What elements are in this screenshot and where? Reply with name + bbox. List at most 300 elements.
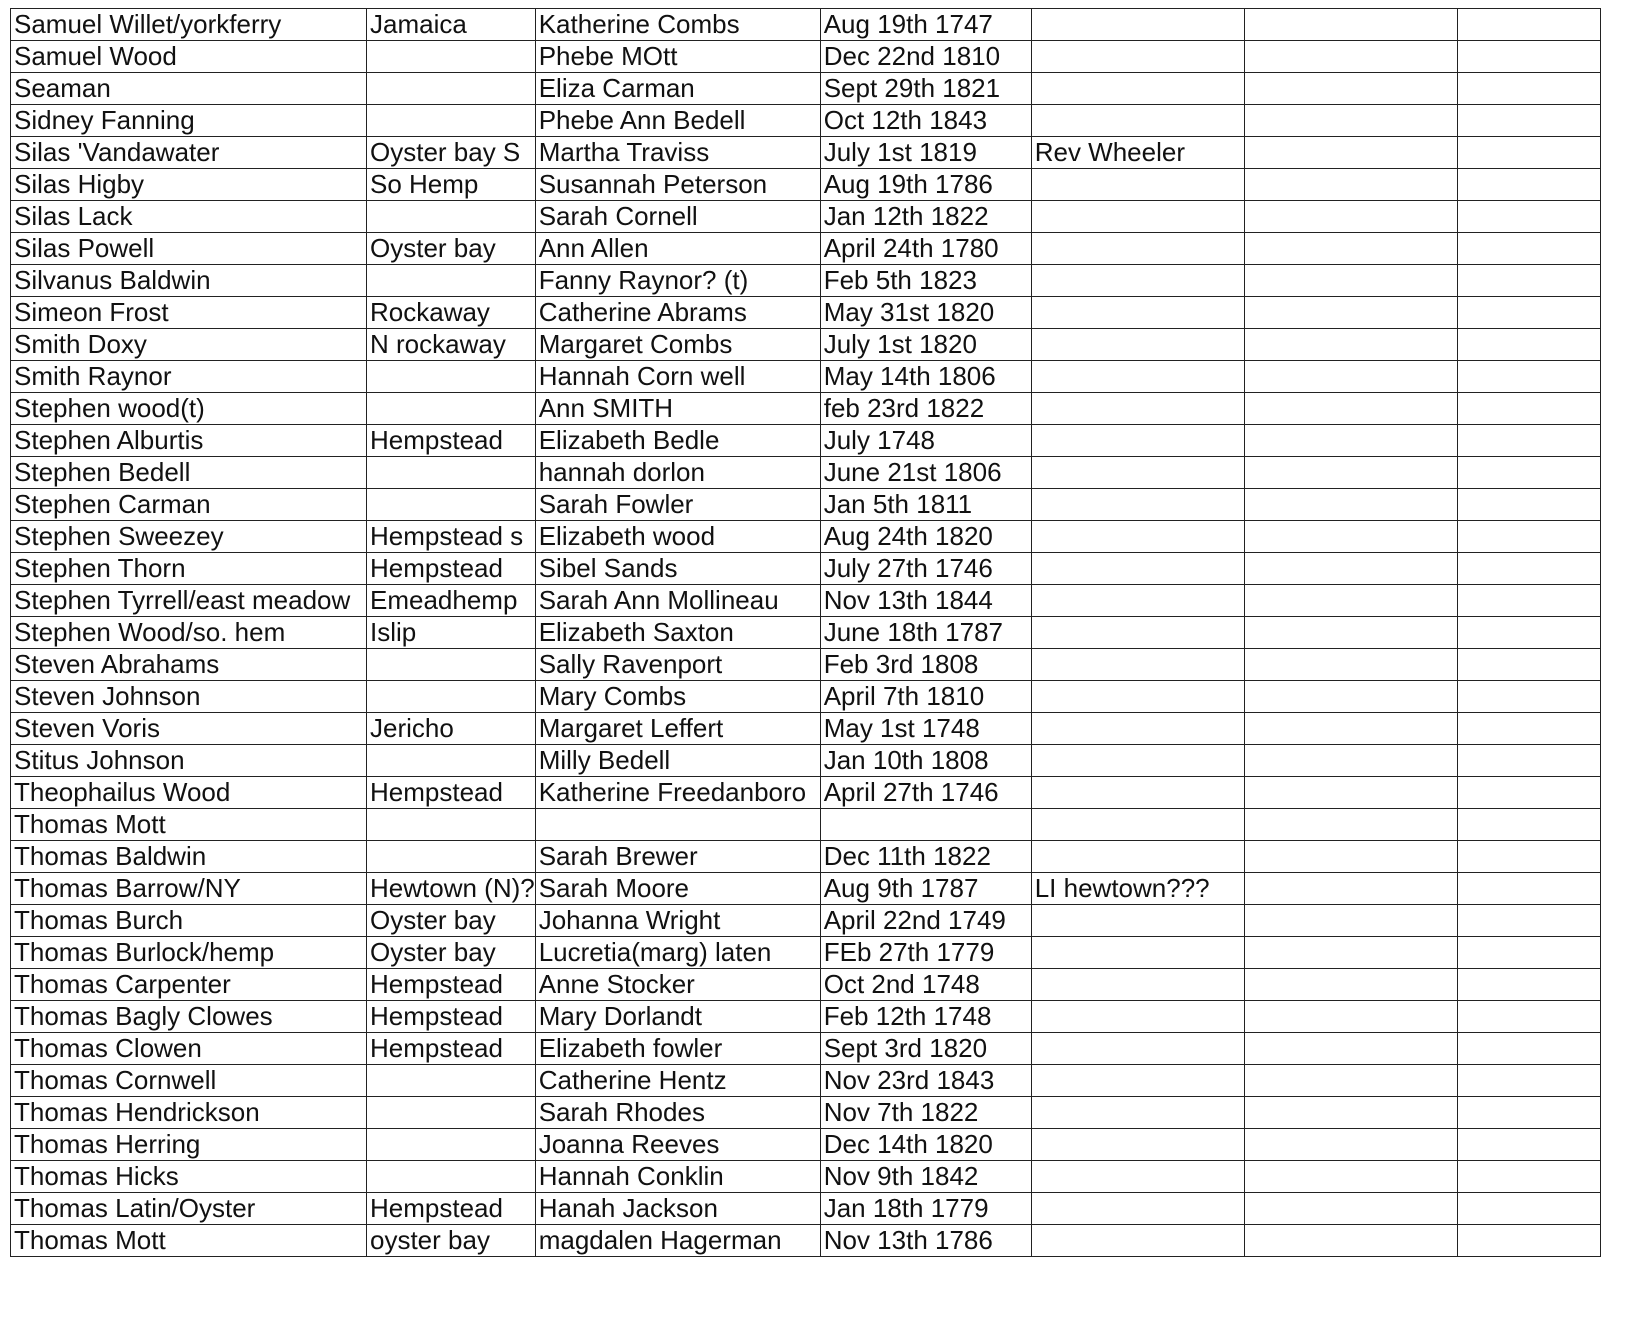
residence-cell: Jericho	[367, 713, 536, 745]
residence-cell: Hempstead	[367, 777, 536, 809]
extra-cell-1	[1244, 297, 1457, 329]
date-cell: Sept 3rd 1820	[820, 1033, 1031, 1065]
residence-cell: oyster bay	[367, 1225, 536, 1257]
bride-name-cell: Johanna Wright	[535, 905, 820, 937]
note-cell	[1031, 329, 1244, 361]
groom-name-cell: Thomas Burlock/hemp	[11, 937, 367, 969]
note-cell	[1031, 969, 1244, 1001]
date-cell: Aug 24th 1820	[820, 521, 1031, 553]
residence-cell	[367, 201, 536, 233]
extra-cell-1	[1244, 41, 1457, 73]
residence-cell: Hempstead	[367, 553, 536, 585]
table-row	[11, 297, 1601, 329]
table-row	[11, 1129, 1601, 1161]
bride-name-cell: Elizabeth fowler	[535, 1033, 820, 1065]
groom-name-cell: Seaman	[11, 73, 367, 105]
extra-cell-2	[1457, 553, 1600, 585]
table-row	[11, 1193, 1601, 1225]
extra-cell-2	[1457, 1129, 1600, 1161]
date-cell: June 21st 1806	[820, 457, 1031, 489]
note-cell	[1031, 745, 1244, 777]
date-cell: Aug 9th 1787	[820, 873, 1031, 905]
groom-name-cell: Silvanus Baldwin	[11, 265, 367, 297]
groom-name-cell: Thomas Herring	[11, 1129, 367, 1161]
groom-name-cell: Silas 'Vandawater	[11, 137, 367, 169]
date-cell: Jan 10th 1808	[820, 745, 1031, 777]
extra-cell-2	[1457, 73, 1600, 105]
extra-cell-1	[1244, 905, 1457, 937]
date-cell: July 1748	[820, 425, 1031, 457]
residence-cell	[367, 745, 536, 777]
extra-cell-2	[1457, 745, 1600, 777]
extra-cell-2	[1457, 329, 1600, 361]
extra-cell-1	[1244, 745, 1457, 777]
extra-cell-2	[1457, 969, 1600, 1001]
table-row	[11, 1161, 1601, 1193]
date-cell: Nov 7th 1822	[820, 1097, 1031, 1129]
bride-name-cell: Katherine Freedanboro	[535, 777, 820, 809]
residence-cell	[367, 841, 536, 873]
residence-cell: Oyster bay	[367, 937, 536, 969]
residence-cell	[367, 489, 536, 521]
extra-cell-2	[1457, 1161, 1600, 1193]
note-cell	[1031, 1033, 1244, 1065]
note-cell	[1031, 713, 1244, 745]
note-cell	[1031, 265, 1244, 297]
note-cell	[1031, 361, 1244, 393]
note-cell	[1031, 201, 1244, 233]
residence-cell: Hempstead	[367, 1193, 536, 1225]
note-cell	[1031, 169, 1244, 201]
date-cell: Nov 9th 1842	[820, 1161, 1031, 1193]
date-cell: July 1st 1819	[820, 137, 1031, 169]
note-cell	[1031, 425, 1244, 457]
residence-cell	[367, 1065, 536, 1097]
date-cell: May 31st 1820	[820, 297, 1031, 329]
groom-name-cell: Thomas Barrow/NY	[11, 873, 367, 905]
table-row	[11, 745, 1601, 777]
extra-cell-1	[1244, 777, 1457, 809]
date-cell: Nov 13th 1844	[820, 585, 1031, 617]
table-row	[11, 201, 1601, 233]
table-row	[11, 457, 1601, 489]
bride-name-cell: magdalen Hagerman	[535, 1225, 820, 1257]
date-cell: Dec 14th 1820	[820, 1129, 1031, 1161]
extra-cell-1	[1244, 553, 1457, 585]
residence-cell	[367, 1097, 536, 1129]
bride-name-cell	[535, 809, 820, 841]
note-cell	[1031, 905, 1244, 937]
note-cell	[1031, 841, 1244, 873]
groom-name-cell: Silas Lack	[11, 201, 367, 233]
bride-name-cell: Milly Bedell	[535, 745, 820, 777]
bride-name-cell: Sarah Rhodes	[535, 1097, 820, 1129]
extra-cell-1	[1244, 1161, 1457, 1193]
extra-cell-1	[1244, 585, 1457, 617]
note-cell	[1031, 1065, 1244, 1097]
residence-cell: So Hemp	[367, 169, 536, 201]
groom-name-cell: Stephen Alburtis	[11, 425, 367, 457]
table-row	[11, 521, 1601, 553]
residence-cell: Emeadhemp	[367, 585, 536, 617]
note-cell	[1031, 41, 1244, 73]
note-cell	[1031, 457, 1244, 489]
table-row	[11, 1225, 1601, 1257]
note-cell	[1031, 521, 1244, 553]
residence-cell: Hewtown (N)?	[367, 873, 536, 905]
groom-name-cell: Thomas Baldwin	[11, 841, 367, 873]
note-cell	[1031, 649, 1244, 681]
extra-cell-2	[1457, 1065, 1600, 1097]
extra-cell-2	[1457, 809, 1600, 841]
note-cell	[1031, 553, 1244, 585]
table-row	[11, 393, 1601, 425]
bride-name-cell: Hannah Conklin	[535, 1161, 820, 1193]
bride-name-cell: Martha Traviss	[535, 137, 820, 169]
residence-cell	[367, 361, 536, 393]
date-cell: Oct 12th 1843	[820, 105, 1031, 137]
extra-cell-2	[1457, 905, 1600, 937]
extra-cell-1	[1244, 9, 1457, 41]
extra-cell-1	[1244, 201, 1457, 233]
extra-cell-2	[1457, 777, 1600, 809]
extra-cell-2	[1457, 1193, 1600, 1225]
table-row	[11, 265, 1601, 297]
date-cell: July 1st 1820	[820, 329, 1031, 361]
extra-cell-1	[1244, 681, 1457, 713]
table-row	[11, 681, 1601, 713]
groom-name-cell: Samuel Willet/yorkferry	[11, 9, 367, 41]
bride-name-cell: Hanah Jackson	[535, 1193, 820, 1225]
residence-cell: Oyster bay	[367, 905, 536, 937]
residence-cell: Hempstead	[367, 1033, 536, 1065]
groom-name-cell: Theophailus Wood	[11, 777, 367, 809]
records-table	[10, 8, 1601, 1257]
residence-cell	[367, 105, 536, 137]
note-cell: Rev Wheeler	[1031, 137, 1244, 169]
extra-cell-2	[1457, 937, 1600, 969]
table-row	[11, 329, 1601, 361]
date-cell: Dec 11th 1822	[820, 841, 1031, 873]
extra-cell-1	[1244, 169, 1457, 201]
date-cell: Sept 29th 1821	[820, 73, 1031, 105]
date-cell: Jan 18th 1779	[820, 1193, 1031, 1225]
groom-name-cell: Stephen Thorn	[11, 553, 367, 585]
extra-cell-1	[1244, 233, 1457, 265]
note-cell	[1031, 233, 1244, 265]
note-cell	[1031, 1193, 1244, 1225]
table-row	[11, 553, 1601, 585]
extra-cell-1	[1244, 457, 1457, 489]
note-cell	[1031, 1097, 1244, 1129]
table-row	[11, 9, 1601, 41]
note-cell	[1031, 809, 1244, 841]
groom-name-cell: Simeon Frost	[11, 297, 367, 329]
extra-cell-2	[1457, 201, 1600, 233]
bride-name-cell: Elizabeth Bedle	[535, 425, 820, 457]
bride-name-cell: Phebe MOtt	[535, 41, 820, 73]
residence-cell: Islip	[367, 617, 536, 649]
residence-cell	[367, 649, 536, 681]
extra-cell-1	[1244, 393, 1457, 425]
groom-name-cell: Steven Abrahams	[11, 649, 367, 681]
note-cell	[1031, 937, 1244, 969]
table-row	[11, 617, 1601, 649]
note-cell	[1031, 393, 1244, 425]
note-cell	[1031, 1225, 1244, 1257]
groom-name-cell: Thomas Mott	[11, 809, 367, 841]
extra-cell-1	[1244, 809, 1457, 841]
extra-cell-1	[1244, 841, 1457, 873]
date-cell: May 1st 1748	[820, 713, 1031, 745]
bride-name-cell: Sibel Sands	[535, 553, 820, 585]
extra-cell-1	[1244, 489, 1457, 521]
groom-name-cell: Thomas Burch	[11, 905, 367, 937]
extra-cell-1	[1244, 265, 1457, 297]
bride-name-cell: Margaret Combs	[535, 329, 820, 361]
bride-name-cell: Sarah Brewer	[535, 841, 820, 873]
residence-cell: Rockaway	[367, 297, 536, 329]
extra-cell-1	[1244, 937, 1457, 969]
bride-name-cell: Ann Allen	[535, 233, 820, 265]
groom-name-cell: Stephen Bedell	[11, 457, 367, 489]
extra-cell-1	[1244, 329, 1457, 361]
note-cell	[1031, 1161, 1244, 1193]
note-cell	[1031, 1129, 1244, 1161]
extra-cell-2	[1457, 649, 1600, 681]
note-cell	[1031, 297, 1244, 329]
table-row	[11, 649, 1601, 681]
groom-name-cell: Thomas Mott	[11, 1225, 367, 1257]
table-row	[11, 137, 1601, 169]
groom-name-cell: Thomas Clowen	[11, 1033, 367, 1065]
table-row	[11, 873, 1601, 905]
date-cell: Nov 13th 1786	[820, 1225, 1031, 1257]
date-cell: Nov 23rd 1843	[820, 1065, 1031, 1097]
extra-cell-1	[1244, 105, 1457, 137]
bride-name-cell: Fanny Raynor? (t)	[535, 265, 820, 297]
table-row	[11, 969, 1601, 1001]
extra-cell-1	[1244, 1225, 1457, 1257]
groom-name-cell: Stephen Carman	[11, 489, 367, 521]
date-cell: Feb 12th 1748	[820, 1001, 1031, 1033]
note-cell	[1031, 105, 1244, 137]
date-cell: April 22nd 1749	[820, 905, 1031, 937]
groom-name-cell: Thomas Hicks	[11, 1161, 367, 1193]
residence-cell: Hempstead s	[367, 521, 536, 553]
groom-name-cell: Thomas Latin/Oyster	[11, 1193, 367, 1225]
table-row	[11, 1097, 1601, 1129]
extra-cell-1	[1244, 1033, 1457, 1065]
groom-name-cell: Thomas Carpenter	[11, 969, 367, 1001]
extra-cell-1	[1244, 1129, 1457, 1161]
table-row	[11, 169, 1601, 201]
date-cell	[820, 809, 1031, 841]
bride-name-cell: Sarah Ann Mollineau	[535, 585, 820, 617]
date-cell: April 27th 1746	[820, 777, 1031, 809]
residence-cell	[367, 41, 536, 73]
residence-cell: Hempstead	[367, 425, 536, 457]
groom-name-cell: Stitus Johnson	[11, 745, 367, 777]
bride-name-cell: Eliza Carman	[535, 73, 820, 105]
residence-cell	[367, 457, 536, 489]
extra-cell-1	[1244, 649, 1457, 681]
extra-cell-2	[1457, 137, 1600, 169]
note-cell	[1031, 489, 1244, 521]
table-row	[11, 105, 1601, 137]
bride-name-cell: Mary Dorlandt	[535, 1001, 820, 1033]
extra-cell-1	[1244, 73, 1457, 105]
extra-cell-2	[1457, 297, 1600, 329]
groom-name-cell: Thomas Bagly Clowes	[11, 1001, 367, 1033]
date-cell: FEb 27th 1779	[820, 937, 1031, 969]
groom-name-cell: Stephen Tyrrell/east meadow	[11, 585, 367, 617]
extra-cell-1	[1244, 1097, 1457, 1129]
table-row	[11, 41, 1601, 73]
table-row	[11, 1065, 1601, 1097]
bride-name-cell: Hannah Corn well	[535, 361, 820, 393]
bride-name-cell: Catherine Hentz	[535, 1065, 820, 1097]
groom-name-cell: Steven Voris	[11, 713, 367, 745]
extra-cell-1	[1244, 873, 1457, 905]
groom-name-cell: Thomas Cornwell	[11, 1065, 367, 1097]
extra-cell-1	[1244, 361, 1457, 393]
extra-cell-2	[1457, 713, 1600, 745]
groom-name-cell: Sidney Fanning	[11, 105, 367, 137]
date-cell: May 14th 1806	[820, 361, 1031, 393]
extra-cell-2	[1457, 425, 1600, 457]
extra-cell-2	[1457, 585, 1600, 617]
extra-cell-2	[1457, 681, 1600, 713]
extra-cell-1	[1244, 521, 1457, 553]
table-row	[11, 809, 1601, 841]
extra-cell-2	[1457, 1097, 1600, 1129]
extra-cell-2	[1457, 841, 1600, 873]
groom-name-cell: Steven Johnson	[11, 681, 367, 713]
bride-name-cell: Lucretia(marg) laten	[535, 937, 820, 969]
table-row	[11, 937, 1601, 969]
table-row	[11, 73, 1601, 105]
date-cell: June 18th 1787	[820, 617, 1031, 649]
date-cell: July 27th 1746	[820, 553, 1031, 585]
extra-cell-1	[1244, 1193, 1457, 1225]
bride-name-cell: Phebe Ann Bedell	[535, 105, 820, 137]
extra-cell-2	[1457, 169, 1600, 201]
groom-name-cell: Samuel Wood	[11, 41, 367, 73]
extra-cell-2	[1457, 1225, 1600, 1257]
extra-cell-2	[1457, 41, 1600, 73]
note-cell	[1031, 777, 1244, 809]
note-cell	[1031, 681, 1244, 713]
extra-cell-2	[1457, 1033, 1600, 1065]
extra-cell-2	[1457, 873, 1600, 905]
extra-cell-2	[1457, 521, 1600, 553]
date-cell: Aug 19th 1747	[820, 9, 1031, 41]
residence-cell	[367, 809, 536, 841]
date-cell: April 7th 1810	[820, 681, 1031, 713]
date-cell: Feb 3rd 1808	[820, 649, 1031, 681]
extra-cell-2	[1457, 489, 1600, 521]
table-row	[11, 489, 1601, 521]
date-cell: Dec 22nd 1810	[820, 41, 1031, 73]
bride-name-cell: Mary Combs	[535, 681, 820, 713]
residence-cell: Hempstead	[367, 1001, 536, 1033]
residence-cell: N rockaway	[367, 329, 536, 361]
table-row	[11, 713, 1601, 745]
groom-name-cell: Silas Powell	[11, 233, 367, 265]
bride-name-cell: hannah dorlon	[535, 457, 820, 489]
date-cell: Feb 5th 1823	[820, 265, 1031, 297]
table-row	[11, 1033, 1601, 1065]
groom-name-cell: Thomas Hendrickson	[11, 1097, 367, 1129]
table-row	[11, 233, 1601, 265]
extra-cell-2	[1457, 393, 1600, 425]
bride-name-cell: Sally Ravenport	[535, 649, 820, 681]
bride-name-cell: Susannah Peterson	[535, 169, 820, 201]
date-cell: Jan 5th 1811	[820, 489, 1031, 521]
residence-cell	[367, 1161, 536, 1193]
date-cell: Jan 12th 1822	[820, 201, 1031, 233]
groom-name-cell: Silas Higby	[11, 169, 367, 201]
bride-name-cell: Sarah Moore	[535, 873, 820, 905]
groom-name-cell: Stephen wood(t)	[11, 393, 367, 425]
bride-name-cell: Catherine Abrams	[535, 297, 820, 329]
date-cell: feb 23rd 1822	[820, 393, 1031, 425]
extra-cell-1	[1244, 1001, 1457, 1033]
bride-name-cell: Sarah Fowler	[535, 489, 820, 521]
note-cell	[1031, 73, 1244, 105]
extra-cell-2	[1457, 457, 1600, 489]
extra-cell-1	[1244, 617, 1457, 649]
extra-cell-2	[1457, 617, 1600, 649]
residence-cell	[367, 681, 536, 713]
note-cell	[1031, 9, 1244, 41]
table-row	[11, 585, 1601, 617]
date-cell: April 24th 1780	[820, 233, 1031, 265]
bride-name-cell: Ann SMITH	[535, 393, 820, 425]
table-row	[11, 361, 1601, 393]
residence-cell	[367, 265, 536, 297]
extra-cell-1	[1244, 1065, 1457, 1097]
residence-cell	[367, 1129, 536, 1161]
extra-cell-1	[1244, 969, 1457, 1001]
records-table-body	[11, 9, 1601, 1257]
bride-name-cell: Joanna Reeves	[535, 1129, 820, 1161]
residence-cell: Hempstead	[367, 969, 536, 1001]
residence-cell: Oyster bay	[367, 233, 536, 265]
bride-name-cell: Margaret Leffert	[535, 713, 820, 745]
extra-cell-2	[1457, 233, 1600, 265]
bride-name-cell: Elizabeth wood	[535, 521, 820, 553]
note-cell	[1031, 585, 1244, 617]
table-row	[11, 905, 1601, 937]
extra-cell-2	[1457, 1001, 1600, 1033]
bride-name-cell: Elizabeth Saxton	[535, 617, 820, 649]
date-cell: Oct 2nd 1748	[820, 969, 1031, 1001]
extra-cell-2	[1457, 9, 1600, 41]
bride-name-cell: Katherine Combs	[535, 9, 820, 41]
extra-cell-1	[1244, 713, 1457, 745]
extra-cell-2	[1457, 105, 1600, 137]
extra-cell-1	[1244, 137, 1457, 169]
extra-cell-2	[1457, 265, 1600, 297]
residence-cell	[367, 73, 536, 105]
note-cell	[1031, 617, 1244, 649]
groom-name-cell: Stephen Sweezey	[11, 521, 367, 553]
extra-cell-2	[1457, 361, 1600, 393]
table-row	[11, 841, 1601, 873]
residence-cell: Oyster bay S	[367, 137, 536, 169]
